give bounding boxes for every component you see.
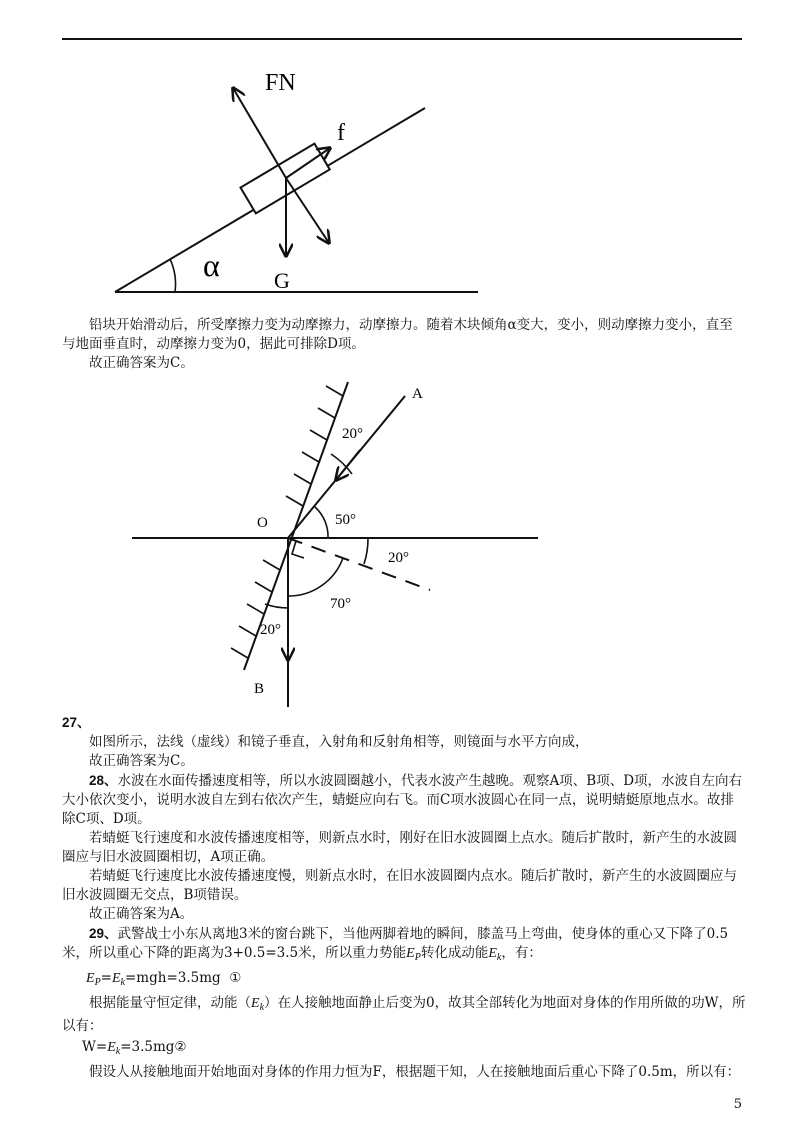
incline-force-diagram [100, 60, 500, 300]
paragraph: 29、武警战士小东从离地3米的窗台跳下，当他两脚着地的瞬间，膝盖马上弯曲，使身体的重心又下降了0.5米，所以重心下降的距离为3+0.5=3.5米，所以重力势能$E_P$转化成动能$E_k$，有： [62, 926, 729, 963]
angle-right-20: 20° [388, 550, 409, 566]
potential-energy-symbol: $E_P$ [406, 946, 421, 963]
arc-50 [315, 507, 328, 538]
paragraph: 28、水波在水面传播速度相等，所以水波圆圈越小，代表水波产生越晚。观察A项、B项、D项，水波自左向右大小依次变小，说明水波自左到右依次产生，蜻蜓应向右飞。而C项水波圆心在同一点，说明蜻蜓原地点水。故排除C项、D项。 [62, 773, 743, 827]
label-o: O [257, 515, 268, 531]
label-alpha: α [203, 247, 220, 283]
page-number: 5 [733, 1097, 742, 1112]
angle-bottom-20: 20° [260, 622, 281, 638]
solutions-27-29 [62, 713, 746, 1082]
label-f: f [337, 120, 345, 146]
equation-2: $W=E_k=3.5mg②$ [82, 1039, 187, 1057]
paragraph: 假设人从接触地面开始地面对身体的作用力恒为F，根据题干知，人在接触地面后重心下降了0.5m，所以有： [89, 1064, 741, 1080]
explanation-26 [62, 316, 746, 373]
kinetic-energy-symbol: $E_k$ [488, 946, 502, 963]
label-a: A [412, 386, 423, 402]
equation-1: $E_P=E_k=mgh=3.5mg$ ① [86, 970, 242, 988]
normal-force-extension [286, 178, 329, 243]
normal-force-arrow [233, 88, 286, 178]
right-angle-marker [292, 541, 304, 558]
angle-70: 70° [330, 596, 351, 612]
q27-number: 27、 [62, 715, 91, 730]
label-fn: FN [265, 70, 296, 96]
label-b: B [254, 681, 265, 697]
paragraph: 根据能量守恒定律，动能$(E_k)$在人接触地面静止后变为0，故其全部转化为地面对身体的作用所做的功W，所以有： [62, 995, 746, 1034]
arc-right-20 [364, 538, 368, 564]
incident-arrow [336, 450, 360, 480]
label-g: G [274, 268, 290, 293]
arc-bottom-20 [265, 604, 288, 608]
answer-line: 故正确答案为A。 [89, 906, 194, 922]
angle-top-20: 20° [342, 426, 363, 442]
answer-line: 故正确答案为C。 [89, 355, 194, 371]
alpha-arc [170, 259, 176, 292]
paragraph: 若蜻蜓飞行速度比水波传播速度慢，则新点水时，在旧水波圆圈内点水。随后扩散时，新产生的水波圆圈应与旧水波圆圈无交点，B项错误。 [62, 868, 737, 903]
paragraph: 如图所示，法线（虚线）和镜子垂直，入射角和反射角相等，则镜面与水平方向成， [89, 734, 589, 750]
header-rule [62, 38, 742, 40]
angle-50: 50° [335, 512, 356, 528]
answer-line: 故正确答案为C。 [89, 753, 194, 769]
paragraph: 若蜻蜓飞行速度和水波传播速度相等，则新点水时，刚好在旧水波圆圈上点水。随后扩散时，新产生的水波圆圈应与旧水波圆圈相切，A项正确。 [62, 830, 737, 865]
paragraph: 铅块开始滑动后，所受摩擦力变为动摩擦力，动摩擦力。随着木块倾角α变大，变小，则动摩擦力变小，直至与地面垂直时，动摩擦力变为0，据此可排除D项。 [62, 317, 733, 352]
arc-70 [288, 558, 343, 596]
mirror-reflection-diagram [120, 372, 540, 712]
